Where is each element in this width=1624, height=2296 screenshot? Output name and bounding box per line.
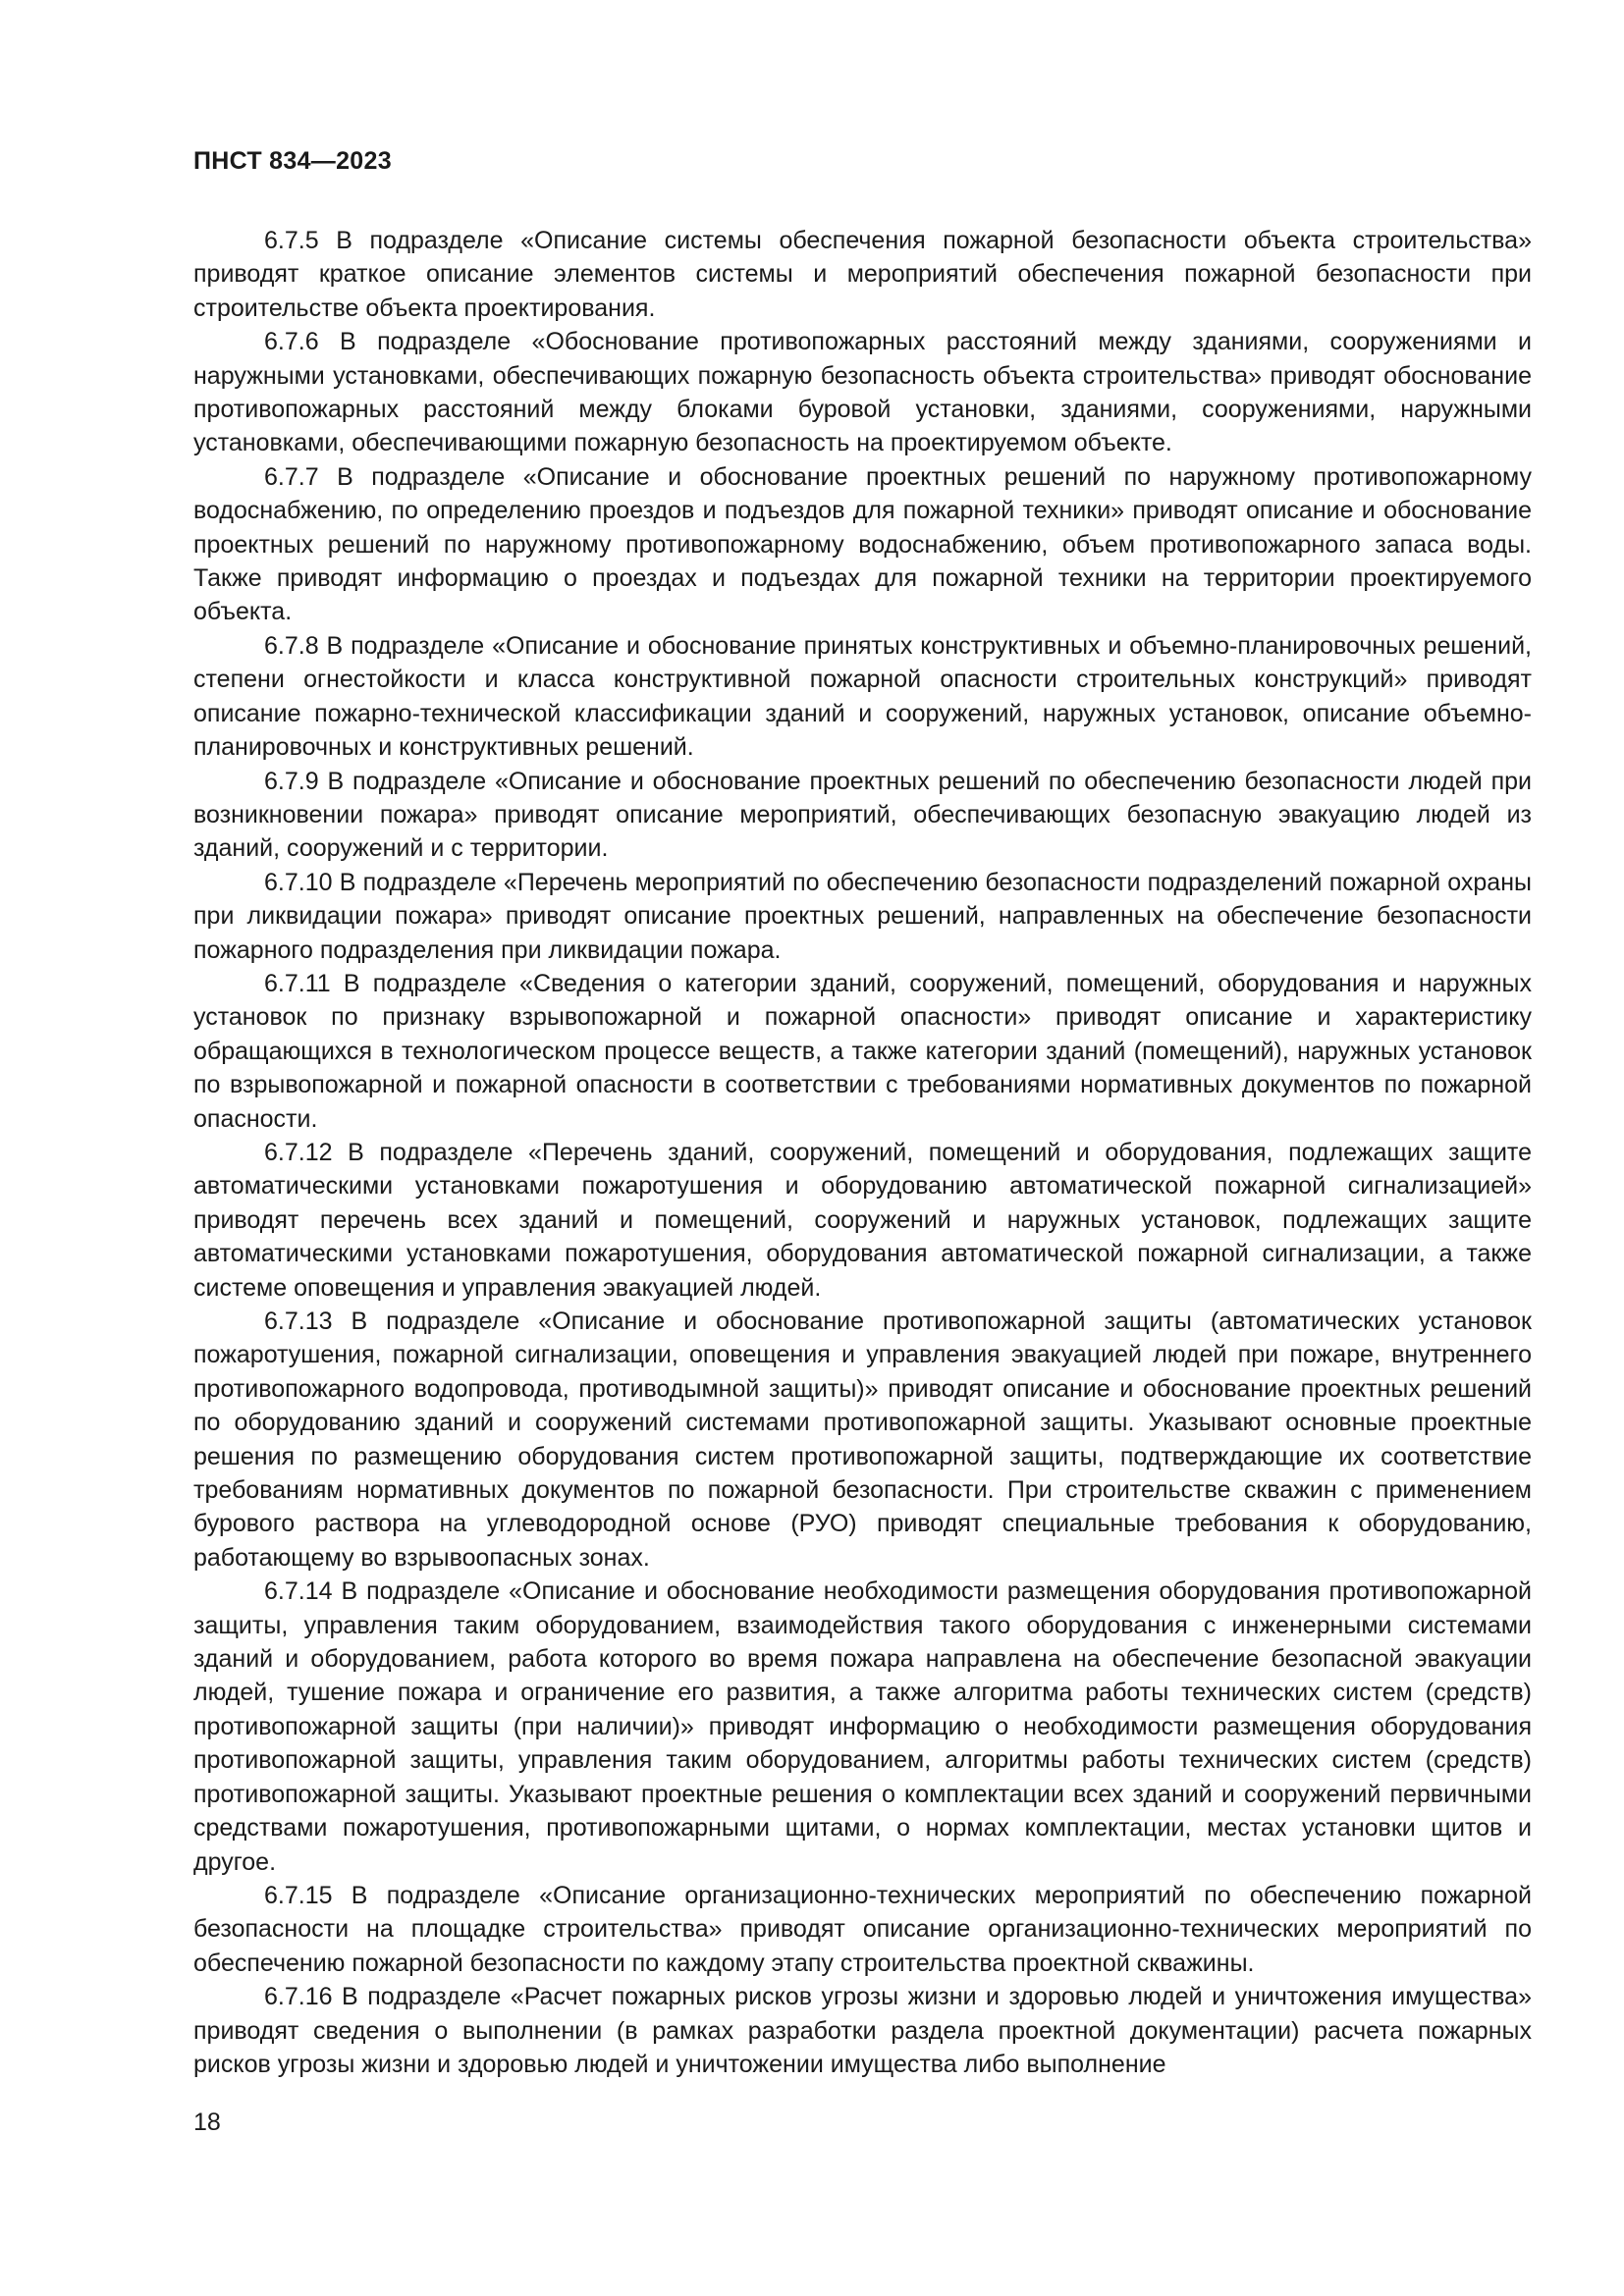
paragraph-6-7-8: 6.7.8 В подразделе «Описание и обоснование принятых конструктивных и объемно-планировочных решений, степени огнестойкости и класса конструктивной пожарной опасности строительных конструкций» приводят описание пожарно-технической классификации зданий и сооружений, наружных установок, описание объемно-планировочных и конструктивных решений. (193, 631, 1532, 762)
page-number: 18 (193, 2109, 221, 2136)
paragraph-6-7-6: 6.7.6 В подразделе «Обоснование противопожарных расстояний между зданиями, сооружениями и наружными установками, обеспечивающих пожарную безопасность объекта строительства» приводят обоснование противопожарных расстояний между блоками буровой установки, зданиями, сооружениями, наружными установками, обеспечивающими пожарную безопасность на проектируемом объекте. (193, 328, 1532, 457)
document-body (193, 224, 1532, 2081)
paragraph-6-7-5: 6.7.5 В подразделе «Описание системы обеспечения пожарной безопасности объекта строительства» приводят краткое описание элементов системы и мероприятий обеспечения пожарной безопасности при строительстве объекта проектирования. (193, 227, 1532, 322)
paragraph-6-7-13: 6.7.13 В подразделе «Описание и обоснование противопожарной защиты (автоматических установок пожаротушения, пожарной сигнализации, оповещения и управления эвакуацией людей при пожаре, внутреннего противопожарного водопровода, противодымной защиты)» приводят описание и обоснование проектных решений по оборудованию зданий и сооружений системами противопожарной защиты. Указывают основные проектные решения по размещению оборудования систем противопожарной защиты, подтверждающие их соответствие требованиям нормативных документов по пожарной безопасности. При строительстве скважин с применением бурового раствора на углеводородной основе (РУО) приводят специальные требования к оборудованию, работающему во взрывоопасных зонах. (193, 1308, 1532, 1572)
paragraph-6-7-9: 6.7.9 В подразделе «Описание и обоснование проектных решений по обеспечению безопасности людей при возникновении пожара» приводят описание мероприятий, обеспечивающих безопасную эвакуацию людей из зданий, сооружений и с территории. (193, 767, 1532, 863)
paragraph-6-7-10: 6.7.10 В подразделе «Перечень мероприятий по обеспечению безопасности подразделений пожарной охраны при ликвидации пожара» приводят описание проектных решений, направленных на обеспечение безопасности пожарного подразделения при ликвидации пожара. (193, 868, 1532, 964)
paragraph-6-7-12: 6.7.12 В подразделе «Перечень зданий, сооружений, помещений и оборудования, подлежащих защите автоматическими установками пожаротушения и оборудованию автоматической пожарной сигнализацией» приводят перечень всех зданий и помещений, сооружений и наружных установок, подлежащих защите автоматическими установками пожаротушения, оборудования автоматической пожарной сигнализации, а также системе оповещения и управления эвакуацией людей. (193, 1138, 1532, 1302)
paragraph-6-7-15: 6.7.15 В подразделе «Описание организационно-технических мероприятий по обеспечению пожарной безопасности на площадке строительства» приводят описание организационно-технических мероприятий по обеспечению пожарной безопасности по каждому этапу строительства проектной скважины. (193, 1881, 1532, 1977)
paragraph-6-7-11: 6.7.11 В подразделе «Сведения о категории зданий, сооружений, помещений, оборудования и наружных установок по признаку взрывопожарной и пожарной опасности» приводят описание и характеристику обращающихся в технологическом процессе веществ, а также категории зданий (помещений), наружных установок по взрывопожарной и пожарной опасности в соответствии с требованиями нормативных документов по пожарной опасности. (193, 969, 1532, 1133)
paragraph-6-7-16: 6.7.16 В подразделе «Расчет пожарных рисков угрозы жизни и здоровью людей и уничтожения имущества» приводят сведения о выполнении (в рамках разработки раздела проектной документации) расчета пожарных рисков угрозы жизни и здоровью людей и уничтожении имущества либо выполнение (193, 1983, 1532, 2078)
paragraph-6-7-7: 6.7.7 В подразделе «Описание и обоснование проектных решений по наружному противопожарному водоснабжению, по определению проездов и подъездов для пожарной техники» приводят описание и обоснование проектных решений по наружному противопожарному водоснабжению, объем противопожарного запаса воды. Также приводят информацию о проездах и подъездах для пожарной техники на территории проектируемого объекта. (193, 462, 1532, 626)
document-code: ПНСТ 834—2023 (193, 147, 392, 175)
paragraph-6-7-14: 6.7.14 В подразделе «Описание и обоснование необходимости размещения оборудования противопожарной защиты, управления таким оборудованием, взаимодействия такого оборудования с инженерными системами зданий и оборудованием, работа которого во время пожара направлена на обеспечение безопасной эвакуации людей, тушение пожара и ограничение его развития, а также алгоритма работы технических систем (средств) противопожарной защиты (при наличии)» приводят информацию о необходимости размещения оборудования противопожарной защиты, управления таким оборудованием, алгоритмы работы технических систем (средств) противопожарной защиты. Указывают проектные решения о комплектации всех зданий и сооружений первичными средствами пожаротушения, противопожарными щитами, о нормах комплектации, местах установки щитов и другое. (193, 1577, 1532, 1876)
